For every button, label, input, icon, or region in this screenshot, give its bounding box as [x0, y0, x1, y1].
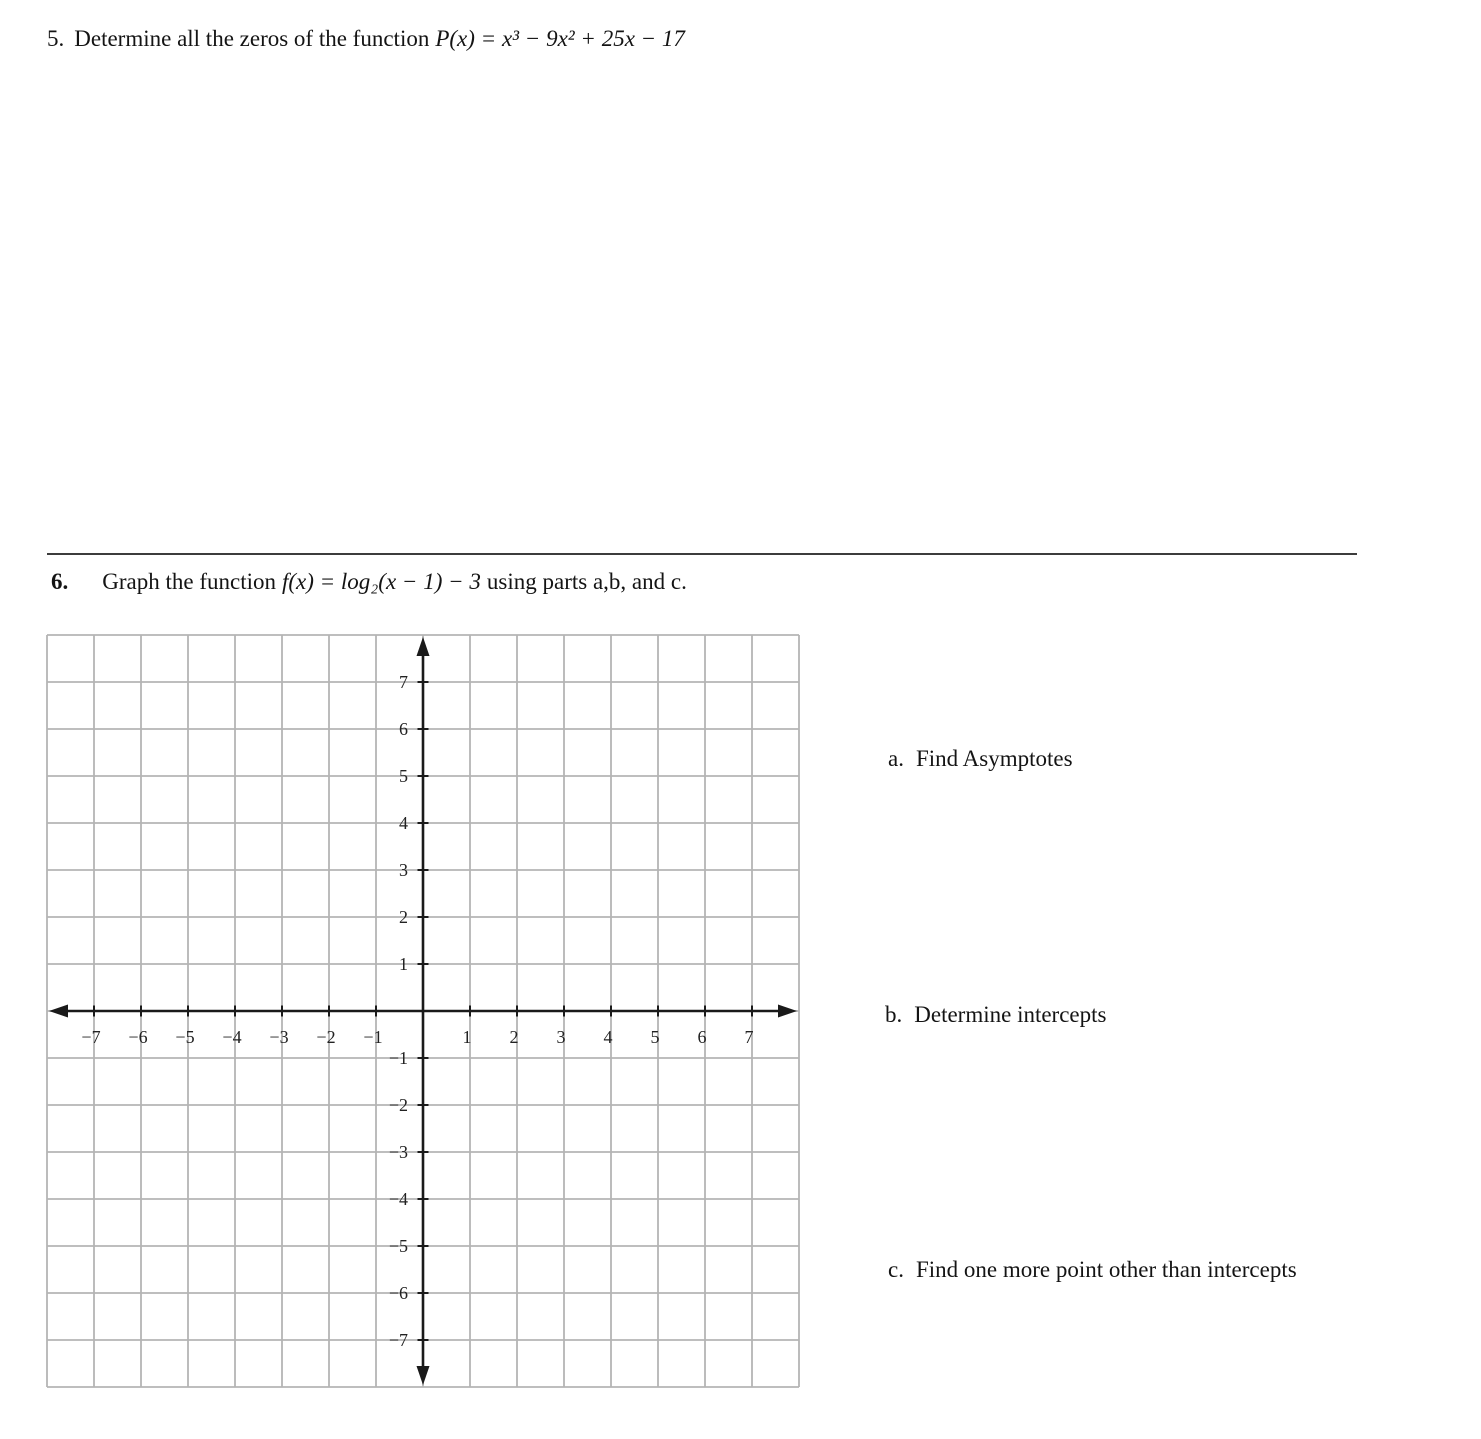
svg-text:−2: −2 — [316, 1027, 336, 1047]
svg-text:1: 1 — [462, 1027, 472, 1047]
y-axis-bottom-arrow-icon — [417, 1366, 430, 1385]
svg-text:2: 2 — [399, 907, 408, 927]
question-6-number: 6. — [51, 569, 69, 594]
question-6-text: Graph the function — [102, 569, 276, 594]
svg-text:7: 7 — [399, 672, 408, 692]
svg-text:−4: −4 — [388, 1189, 408, 1209]
svg-text:−1: −1 — [388, 1048, 408, 1068]
svg-text:−7: −7 — [388, 1330, 408, 1350]
part-b-label: b. — [885, 1002, 903, 1027]
svg-text:−2: −2 — [388, 1095, 408, 1115]
section-divider — [47, 553, 1357, 555]
question-6-math: f(x) = log₂(x − 1) − 3 — [281, 569, 481, 594]
svg-text:−5: −5 — [388, 1236, 408, 1256]
part-a — [888, 746, 1073, 772]
part-a-label: a. — [888, 746, 904, 771]
svg-text:7: 7 — [744, 1027, 754, 1047]
question-6-suffix: using parts a,b, and c. — [486, 569, 687, 594]
y-axis-top-arrow-icon — [417, 637, 430, 656]
svg-text:−5: −5 — [175, 1027, 195, 1047]
svg-text:2: 2 — [509, 1027, 519, 1047]
svg-text:5: 5 — [399, 766, 408, 786]
svg-text:−4: −4 — [222, 1027, 242, 1047]
question-6 — [51, 569, 687, 595]
svg-text:4: 4 — [399, 813, 408, 833]
svg-text:5: 5 — [650, 1027, 660, 1047]
svg-text:−3: −3 — [388, 1142, 408, 1162]
svg-text:−1: −1 — [363, 1027, 383, 1047]
svg-text:6: 6 — [697, 1027, 707, 1047]
svg-text:−3: −3 — [269, 1027, 289, 1047]
part-c — [888, 1257, 1297, 1283]
svg-text:3: 3 — [556, 1027, 566, 1047]
part-b — [885, 1002, 1106, 1028]
svg-text:−6: −6 — [388, 1283, 408, 1303]
part-a-text: Find Asymptotes — [915, 746, 1073, 771]
question-5-number: 5. — [47, 26, 65, 51]
svg-text:−7: −7 — [81, 1027, 101, 1047]
coordinate-grid — [46, 634, 800, 1393]
x-axis-left-arrow-icon — [49, 1005, 68, 1018]
svg-text:4: 4 — [603, 1027, 613, 1047]
svg-text:−6: −6 — [128, 1027, 148, 1047]
svg-text:6: 6 — [399, 719, 408, 739]
part-b-text: Determine intercepts — [914, 1002, 1107, 1027]
part-c-label: c. — [888, 1257, 904, 1282]
grid-svg — [46, 634, 800, 1388]
part-c-text: Find one more point other than intercepts — [915, 1257, 1297, 1282]
svg-text:3: 3 — [399, 860, 408, 880]
svg-text:1: 1 — [399, 954, 408, 974]
question-5-math: P(x) = x³ − 9x² + 25x − 17 — [435, 26, 685, 51]
x-axis-right-arrow-icon — [778, 1005, 797, 1018]
question-5 — [47, 26, 685, 52]
question-5-text: Determine all the zeros of the function — [74, 26, 430, 51]
axes — [49, 637, 797, 1385]
